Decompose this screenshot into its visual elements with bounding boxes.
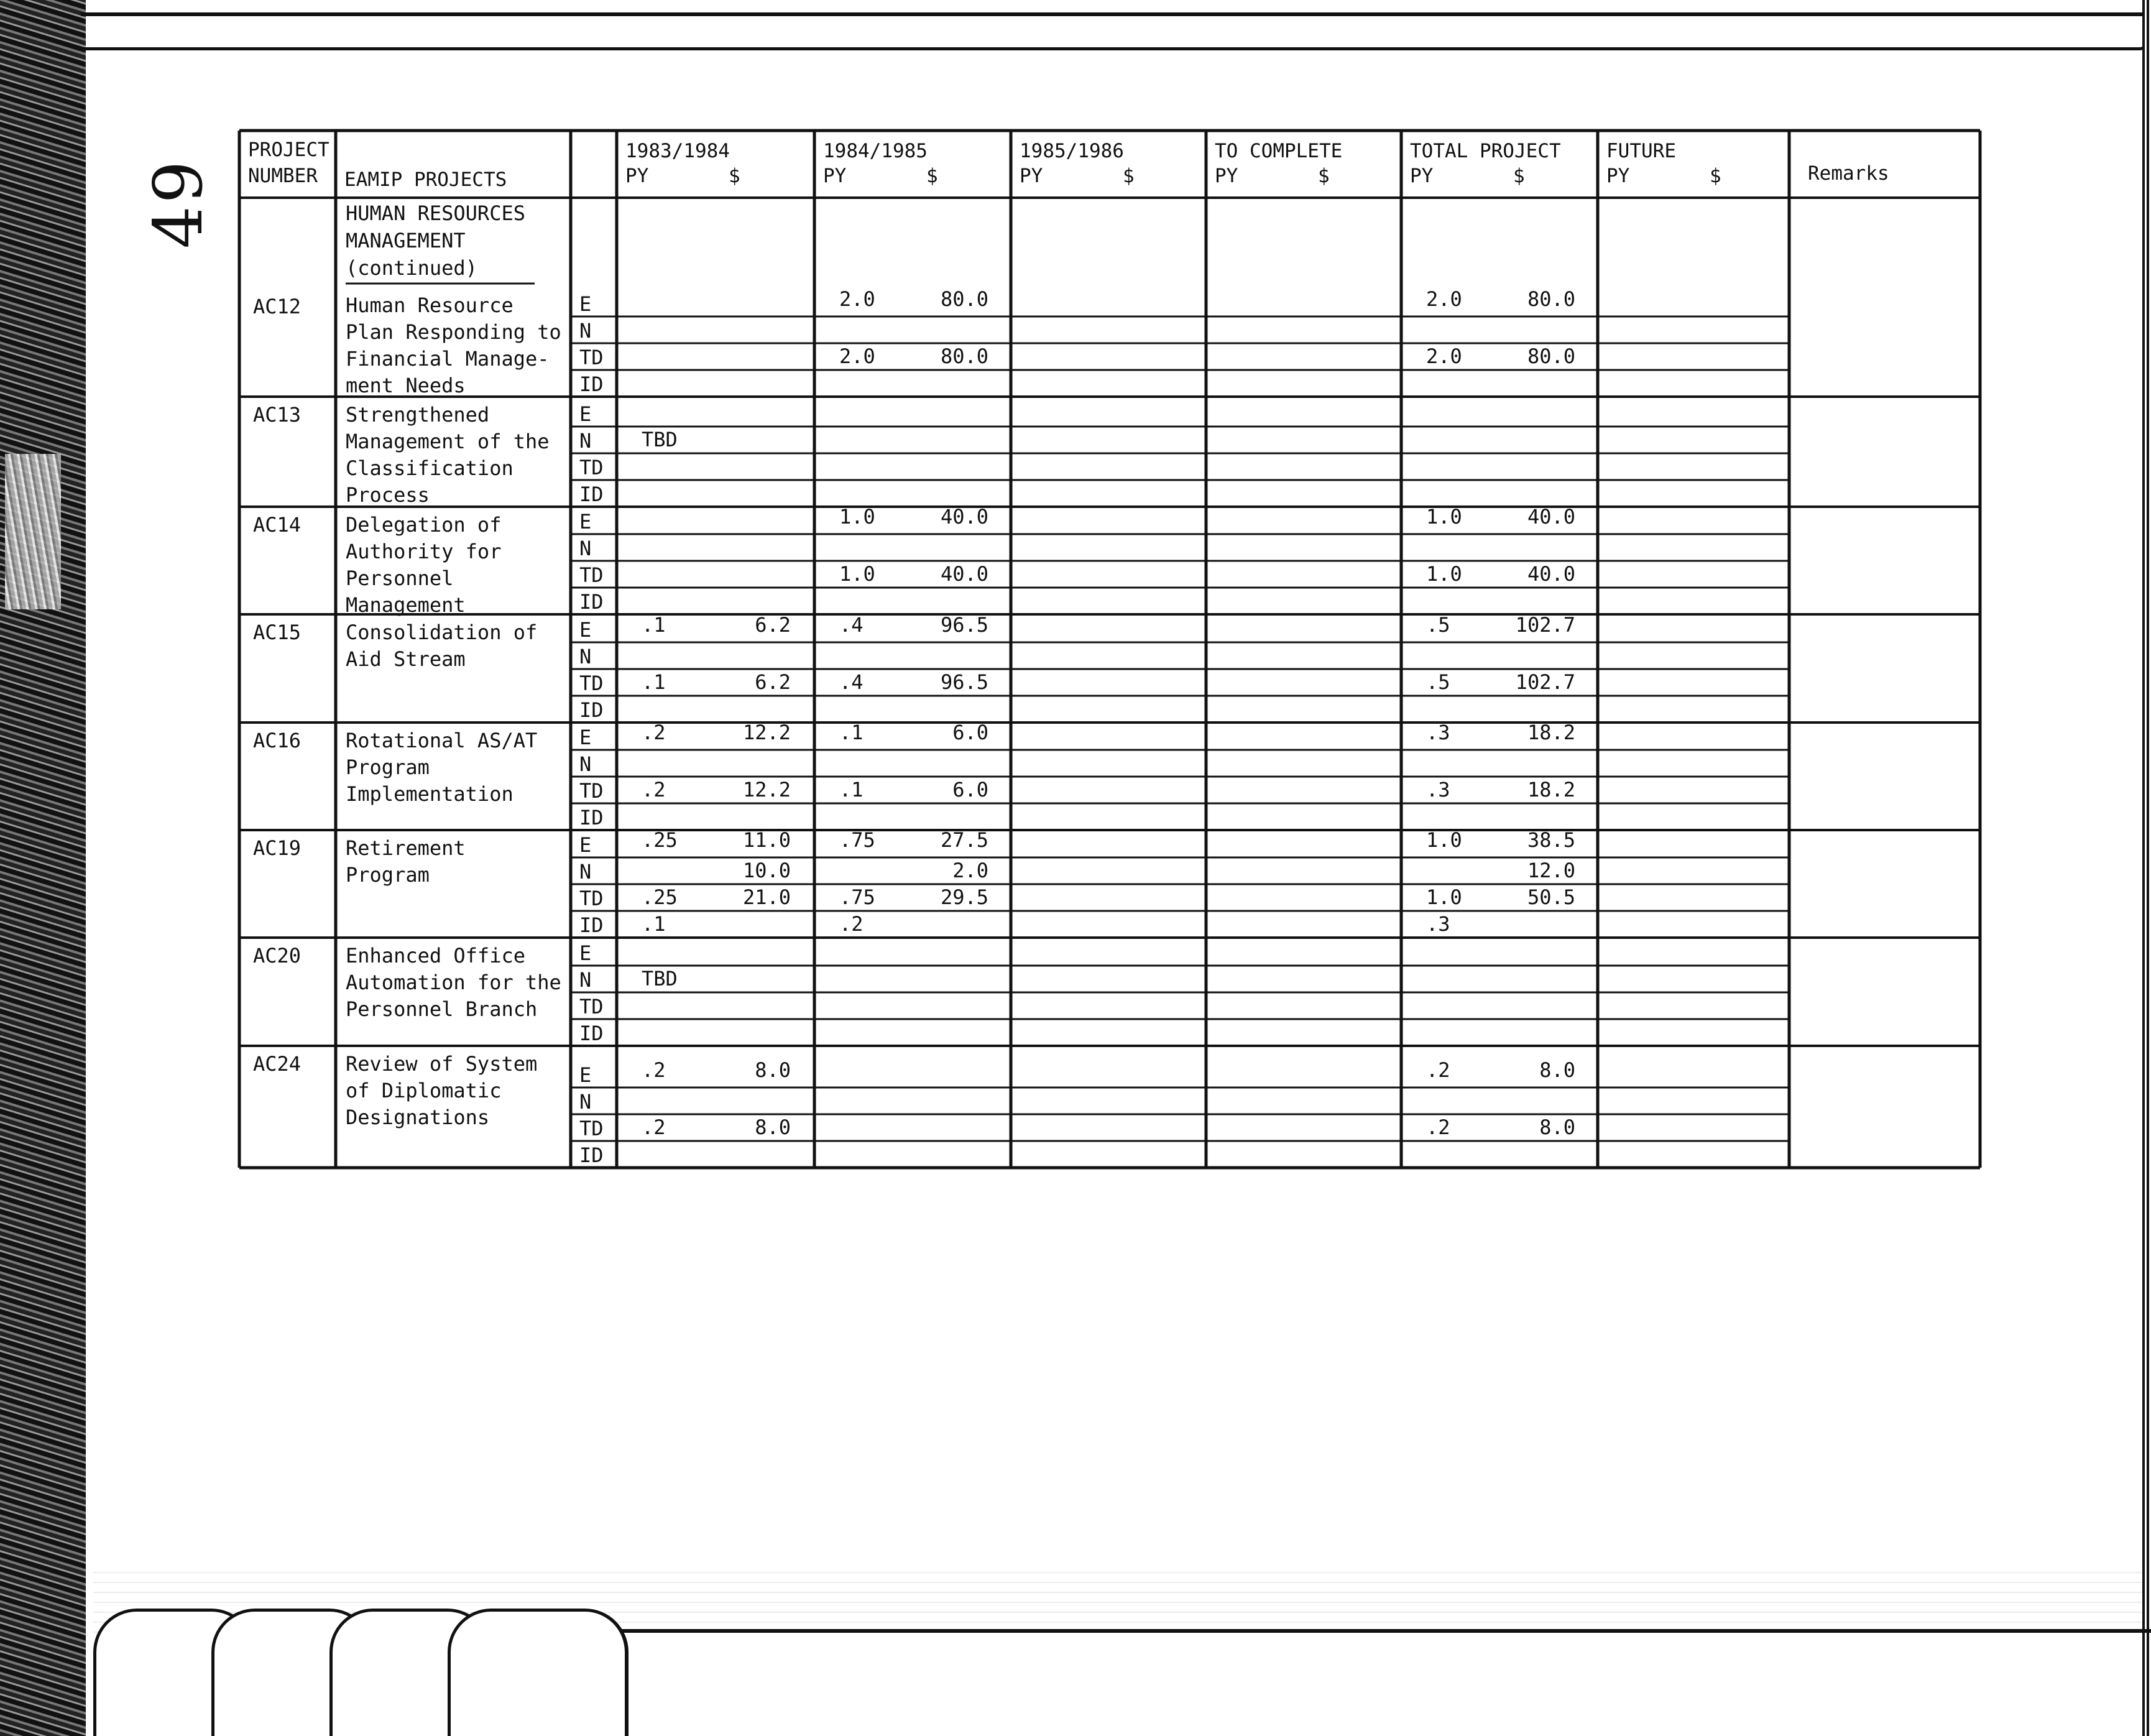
dollar-value: 40.0	[1527, 562, 1575, 586]
dollar-value: 102.7	[1515, 613, 1575, 637]
dollar-value: 80.0	[940, 287, 988, 311]
dollar-value: 2.0	[952, 859, 988, 882]
py-value: .1	[642, 613, 666, 637]
project-name: Authority for	[346, 540, 502, 563]
py-value: 1.0	[1426, 828, 1462, 852]
project-name: Review of System	[346, 1052, 538, 1076]
row-code-td: TD	[579, 563, 604, 587]
row-code-id: ID	[579, 1143, 604, 1167]
row-code-td: TD	[579, 1117, 604, 1140]
period-header: TO COMPLETE	[1215, 140, 1343, 162]
py-value: .2	[1426, 1115, 1450, 1139]
py-value: .1	[839, 721, 864, 744]
py-value: 2.0	[1426, 287, 1462, 311]
dollar-value: 6.2	[755, 613, 791, 637]
project-name: Plan Responding to	[346, 320, 561, 344]
project-name: Management of the	[346, 430, 550, 453]
py-value: .5	[1426, 613, 1450, 637]
eamip-projects-header: EAMIP PROJECTS	[344, 169, 507, 191]
project-name: Human Resource	[346, 293, 514, 317]
row-code-td: TD	[579, 346, 604, 369]
row-code-id: ID	[579, 806, 604, 829]
project-name: Delegation of	[346, 513, 502, 537]
project-name: Designations	[346, 1106, 490, 1129]
py-header: PY	[1410, 165, 1434, 187]
dollar-value: 40.0	[940, 562, 988, 586]
row-code-e: E	[579, 402, 592, 426]
py-value: 2.0	[1426, 344, 1462, 368]
project-number: AC20	[253, 944, 302, 967]
row-code-n: N	[579, 645, 592, 668]
dollar-value: 27.5	[940, 828, 988, 852]
py-value: .3	[1426, 912, 1450, 936]
project-number: AC14	[253, 513, 302, 537]
project-name: ment Needs	[346, 374, 466, 397]
period-header: FUTURE	[1606, 140, 1676, 162]
dollar-header: $	[1318, 165, 1330, 187]
py-value: .5	[1426, 670, 1450, 694]
row-code-n: N	[579, 968, 592, 992]
py-value: .3	[1426, 721, 1450, 744]
binding-edge	[0, 0, 86, 1736]
dollar-value: 50.5	[1527, 885, 1575, 909]
py-value: TBD	[642, 428, 678, 451]
row-code-id: ID	[579, 482, 604, 506]
py-value: 2.0	[839, 287, 875, 311]
dollar-value: 38.5	[1527, 828, 1575, 852]
project-number-header: NUMBER	[248, 165, 318, 187]
py-value: .2	[642, 1115, 666, 1139]
period-header: 1983/1984	[625, 140, 730, 162]
dollar-value: 40.0	[940, 505, 988, 529]
py-value: 1.0	[1426, 562, 1462, 586]
dollar-value: 12.0	[1527, 859, 1575, 882]
project-number: AC12	[253, 295, 302, 318]
dollar-value: 29.5	[940, 885, 988, 909]
dollar-value: 80.0	[940, 344, 988, 368]
py-value: .1	[839, 778, 864, 801]
dollar-value: 6.0	[952, 721, 988, 744]
dollar-value: 8.0	[1539, 1115, 1575, 1139]
section-title: MANAGEMENT	[346, 229, 466, 252]
row-code-e: E	[579, 941, 592, 965]
project-name: Enhanced Office	[346, 944, 525, 967]
py-value: .2	[642, 1058, 666, 1082]
period-header: TOTAL PROJECT	[1410, 140, 1561, 162]
dollar-value: 8.0	[1539, 1058, 1575, 1082]
py-value: .4	[839, 613, 864, 637]
py-value: 2.0	[839, 344, 875, 368]
row-code-n: N	[579, 860, 592, 884]
row-code-n: N	[579, 537, 592, 560]
py-header: PY	[1020, 165, 1043, 187]
row-code-td: TD	[579, 672, 604, 695]
py-value: 1.0	[839, 562, 875, 586]
dollar-value: 96.5	[940, 613, 988, 637]
project-name: Automation for the	[346, 971, 561, 994]
remarks-header: Remarks	[1808, 162, 1889, 185]
project-name: Personnel Branch	[346, 997, 538, 1021]
dollar-header: $	[926, 165, 938, 187]
py-value: .75	[839, 828, 875, 852]
dollar-value: 12.2	[742, 778, 791, 801]
project-number: AC24	[253, 1052, 302, 1076]
project-name: Process	[346, 483, 430, 507]
py-value: TBD	[642, 967, 678, 990]
project-name: Aid Stream	[346, 647, 466, 671]
dollar-value: 10.0	[742, 859, 791, 882]
row-code-id: ID	[579, 590, 604, 614]
py-value: .2	[839, 912, 864, 936]
dollar-value: 80.0	[1527, 287, 1575, 311]
py-value: .2	[642, 721, 666, 744]
row-code-id: ID	[579, 372, 604, 396]
project-number: AC13	[253, 403, 302, 427]
project-name: of Diplomatic	[346, 1079, 502, 1102]
project-name: Program	[346, 863, 430, 887]
page-right-edge	[2142, 0, 2151, 1736]
project-number: AC16	[253, 729, 302, 752]
row-code-e: E	[579, 292, 592, 316]
py-value: 1.0	[1426, 885, 1462, 909]
dollar-value: 18.2	[1527, 778, 1575, 801]
row-code-td: TD	[579, 995, 604, 1018]
dollar-value: 6.0	[952, 778, 988, 801]
row-code-e: E	[579, 833, 592, 857]
py-value: 1.0	[1426, 505, 1462, 529]
py-value: .3	[1426, 778, 1450, 801]
py-value: .25	[642, 828, 678, 852]
project-name: Classification	[346, 456, 514, 480]
dollar-value: 12.2	[742, 721, 791, 744]
row-code-id: ID	[579, 913, 604, 937]
py-value: .2	[1426, 1058, 1450, 1082]
row-code-n: N	[579, 752, 592, 776]
binding-hole	[5, 454, 61, 609]
project-name: Program	[346, 755, 430, 779]
section-title: (continued)	[346, 256, 477, 280]
period-header: 1985/1986	[1020, 140, 1124, 162]
py-value: .1	[642, 912, 666, 936]
dollar-header: $	[1513, 165, 1525, 187]
project-number-header: PROJECT	[248, 139, 329, 161]
row-code-td: TD	[579, 779, 604, 803]
dollar-value: 102.7	[1515, 670, 1575, 694]
py-header: PY	[1215, 165, 1238, 187]
py-value: 1.0	[839, 505, 875, 529]
project-name: Financial Manage-	[346, 347, 550, 371]
period-header: 1984/1985	[823, 140, 928, 162]
row-code-n: N	[579, 319, 592, 343]
dollar-value: 8.0	[755, 1115, 791, 1139]
py-value: .75	[839, 885, 875, 909]
dollar-value: 11.0	[742, 828, 791, 852]
handwritten-page-number: 49	[140, 158, 218, 249]
row-code-td: TD	[579, 887, 604, 910]
row-code-id: ID	[579, 698, 604, 722]
py-value: .25	[642, 885, 678, 909]
folder-tab	[448, 1609, 629, 1736]
page-top-edge	[81, 12, 2149, 50]
dollar-value: 18.2	[1527, 721, 1575, 744]
dollar-value: 96.5	[940, 670, 988, 694]
py-header: PY	[823, 165, 847, 187]
row-code-e: E	[579, 510, 592, 533]
row-code-n: N	[579, 429, 592, 453]
dollar-value: 8.0	[755, 1058, 791, 1082]
folder-tabs	[93, 1592, 2083, 1736]
project-name: Personnel	[346, 566, 454, 590]
project-name: Implementation	[346, 782, 514, 806]
row-code-n: N	[579, 1090, 592, 1114]
dollar-value: 80.0	[1527, 344, 1575, 368]
project-name: Management	[346, 593, 466, 617]
project-name: Strengthened	[346, 403, 490, 427]
row-code-e: E	[579, 618, 592, 642]
row-code-td: TD	[579, 456, 604, 479]
row-code-id: ID	[579, 1022, 604, 1045]
row-code-e: E	[579, 726, 592, 749]
dollar-header: $	[1123, 165, 1135, 187]
section-title: HUMAN RESOURCES	[346, 201, 525, 225]
dollar-header: $	[1710, 165, 1721, 187]
row-code-e: E	[579, 1063, 592, 1087]
project-number: AC15	[253, 621, 302, 644]
py-header: PY	[1606, 165, 1630, 187]
dollar-value: 40.0	[1527, 505, 1575, 529]
project-name: Consolidation of	[346, 621, 538, 644]
py-value: .1	[642, 670, 666, 694]
dollar-value: 21.0	[742, 885, 791, 909]
project-number: AC19	[253, 836, 302, 860]
dollar-header: $	[729, 165, 740, 187]
dollar-value: 6.2	[755, 670, 791, 694]
py-value: .2	[642, 778, 666, 801]
project-name: Rotational AS/AT	[346, 729, 538, 752]
py-value: .4	[839, 670, 864, 694]
py-header: PY	[625, 165, 649, 187]
project-name: Retirement	[346, 836, 466, 860]
